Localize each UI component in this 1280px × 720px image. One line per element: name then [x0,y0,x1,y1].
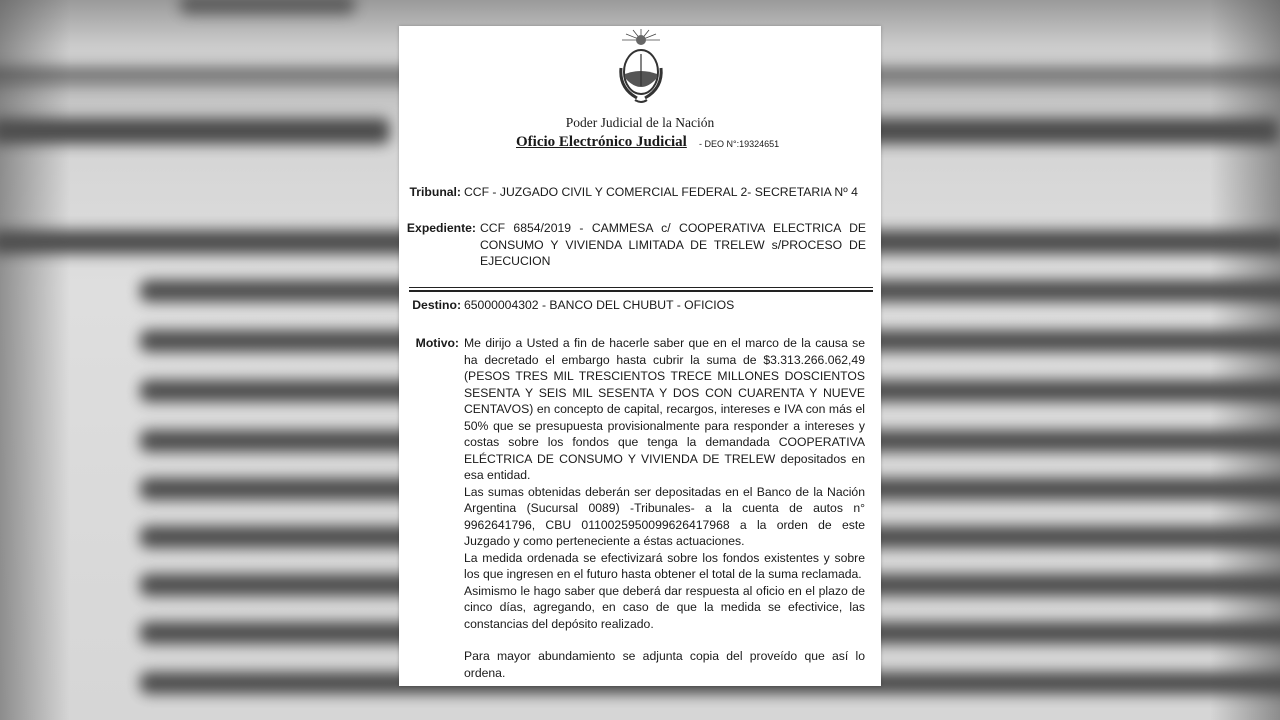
left-vignette [0,0,70,720]
motivo-paragraph: Me dirijo a Usted a fin de hacerle saber que en el marco de la causa se ha decretado el embargo hasta cubrir la suma de $3.313.266.062,49 (PESOS TRES MIL TRESCIENTOS TRECE MILLONES DOSCIENTOS SESENTA Y SEIS MIL SESENTA Y DOS CON CUARENTA Y NUEVE CENTAVOS) en concepto de capital, recargos, intereses e IVA con más el 50% que se presupuesta provisionalmente para responder a intereses y costas sobre los fondos que tenga la demandada COOPERATIVA ELÉCTRICA DE CONSUMO Y VIVIENDA DE TRELEW depositados en esa entidad. [464,336,865,482]
tribunal-label: Tribunal: [409,185,461,199]
divider-thin [409,287,873,288]
document-page [399,26,881,686]
paragraph-gap [464,632,865,648]
motivo-label: Motivo: [415,336,459,350]
destino-label: Destino: [412,298,461,312]
motivo-paragraph: La medida ordenada se efectivizará sobre los fondos existentes y sobre los que ingresen en el futuro hasta obtener el total de la suma reclamada. [464,550,865,581]
expediente-label: Expediente: [406,221,476,235]
institution-title: Poder Judicial de la Nación [565,115,715,130]
destino-value: 65000004302 - BANCO DEL CHUBUT - OFICIOS [464,298,735,312]
motivo-paragraph: Para mayor abundamiento se adjunta copia del proveído que así lo ordena. [464,649,865,680]
deo-number: - DEO N°:19324651 [699,139,780,149]
divider-thick [409,290,873,292]
coat-of-arms-seal [611,28,671,108]
expediente-value: CCF 6854/2019 - CAMMESA c/ COOPERATIVA ELECTRICA DE CONSUMO Y VIVIENDA LIMITADA DE TRELEW s/PROCESO DE EJECUCION [480,221,866,268]
motivo-paragraph: Las sumas obtenidas deberán ser depositadas en el Banco de la Nación Argentina (Sucursal 0089) -Tribunales- a la cuenta de autos n° 9962641796, CBU 0110025950099626417968 a la orden de este Juzgado y como perteneciente a éstas actuaciones. [464,484,865,548]
motivo-paragraph: Asimismo le hago saber que deberá dar respuesta al oficio en el plazo de cinco días, agregando, en caso de que la medida se efectivice, las constancias del depósito realizado. [464,583,865,631]
motivo-body [464,335,865,681]
office-title: Oficio Electrónico Judicial [516,134,687,150]
right-vignette [1210,0,1280,720]
tribunal-value: CCF - JUZGADO CIVIL Y COMERCIAL FEDERAL 2- SECRETARIA Nº 4 [464,185,858,199]
